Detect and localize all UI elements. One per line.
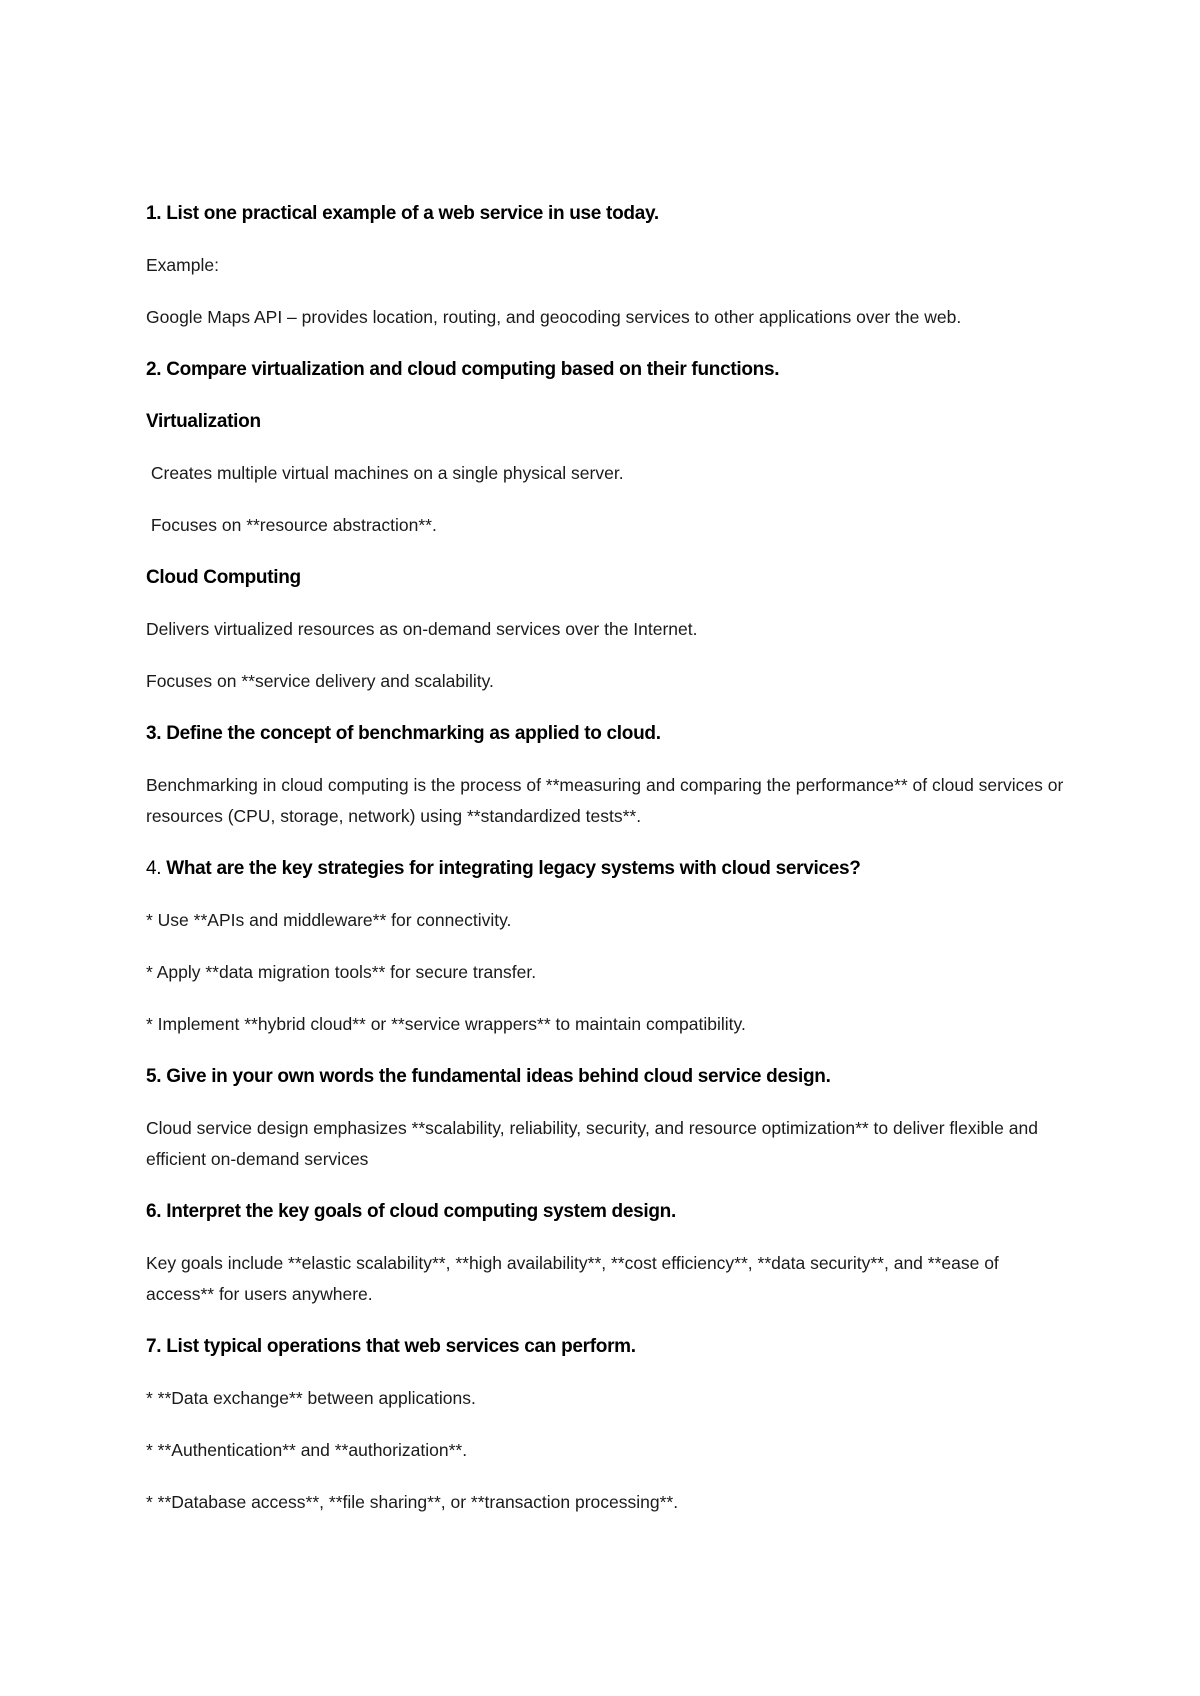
question-7-heading: 7. List typical operations that web services can perform. [146, 1336, 636, 1357]
virtualization-point: Creates multiple virtual machines on a single physical server. [146, 463, 624, 483]
strategy-point: * Apply **data migration tools** for secure transfer. [146, 962, 537, 982]
operation-point: * **Authentication** and **authorization**. [146, 1440, 468, 1460]
example-label: Example: [146, 255, 219, 275]
cloud-computing-point: Focuses on **service delivery and scalability. [146, 671, 494, 691]
question-6-answer: Key goals include **elastic scalability**, **high availability**, **cost efficiency**, **data security**, and **ease of access** for users anywhere. [146, 1253, 999, 1304]
question-3-heading: 3. Define the concept of benchmarking as applied to cloud. [146, 723, 661, 744]
question-5-heading: 5. Give in your own words the fundamental ideas behind cloud service design. [146, 1066, 831, 1087]
virtualization-point: Focuses on **resource abstraction**. [146, 515, 437, 535]
document-content [146, 198, 1066, 1539]
question-6-heading: 6. Interpret the key goals of cloud computing system design. [146, 1201, 676, 1222]
strategy-point: * Implement **hybrid cloud** or **service wrappers** to maintain compatibility. [146, 1014, 746, 1034]
question-4-number: 4. [146, 858, 162, 879]
question-5-answer: Cloud service design emphasizes **scalability, reliability, security, and resource optimization** to deliver flexible and efficient on-demand services [146, 1118, 1038, 1169]
question-4-title: What are the key strategies for integrating legacy systems with cloud services? [161, 858, 861, 879]
question-4-heading [146, 853, 1066, 884]
operation-point: * **Database access**, **file sharing**, or **transaction processing**. [146, 1492, 679, 1512]
question-2-heading: 2. Compare virtualization and cloud computing based on their functions. [146, 359, 780, 380]
virtualization-subheading: Virtualization [146, 411, 261, 432]
question-1-heading: 1. List one practical example of a web service in use today. [146, 203, 659, 224]
operation-point: * **Data exchange** between applications. [146, 1388, 476, 1408]
cloud-computing-point: Delivers virtualized resources as on-demand services over the Internet. [146, 619, 698, 639]
question-1-answer: Google Maps API – provides location, routing, and geocoding services to other applications over the web. [146, 307, 962, 327]
strategy-point: * Use **APIs and middleware** for connectivity. [146, 910, 512, 930]
cloud-computing-subheading: Cloud Computing [146, 567, 301, 588]
question-3-answer: Benchmarking in cloud computing is the process of **measuring and comparing the performance** of cloud services or resources (CPU, storage, network) using **standardized tests**. [146, 775, 1064, 826]
